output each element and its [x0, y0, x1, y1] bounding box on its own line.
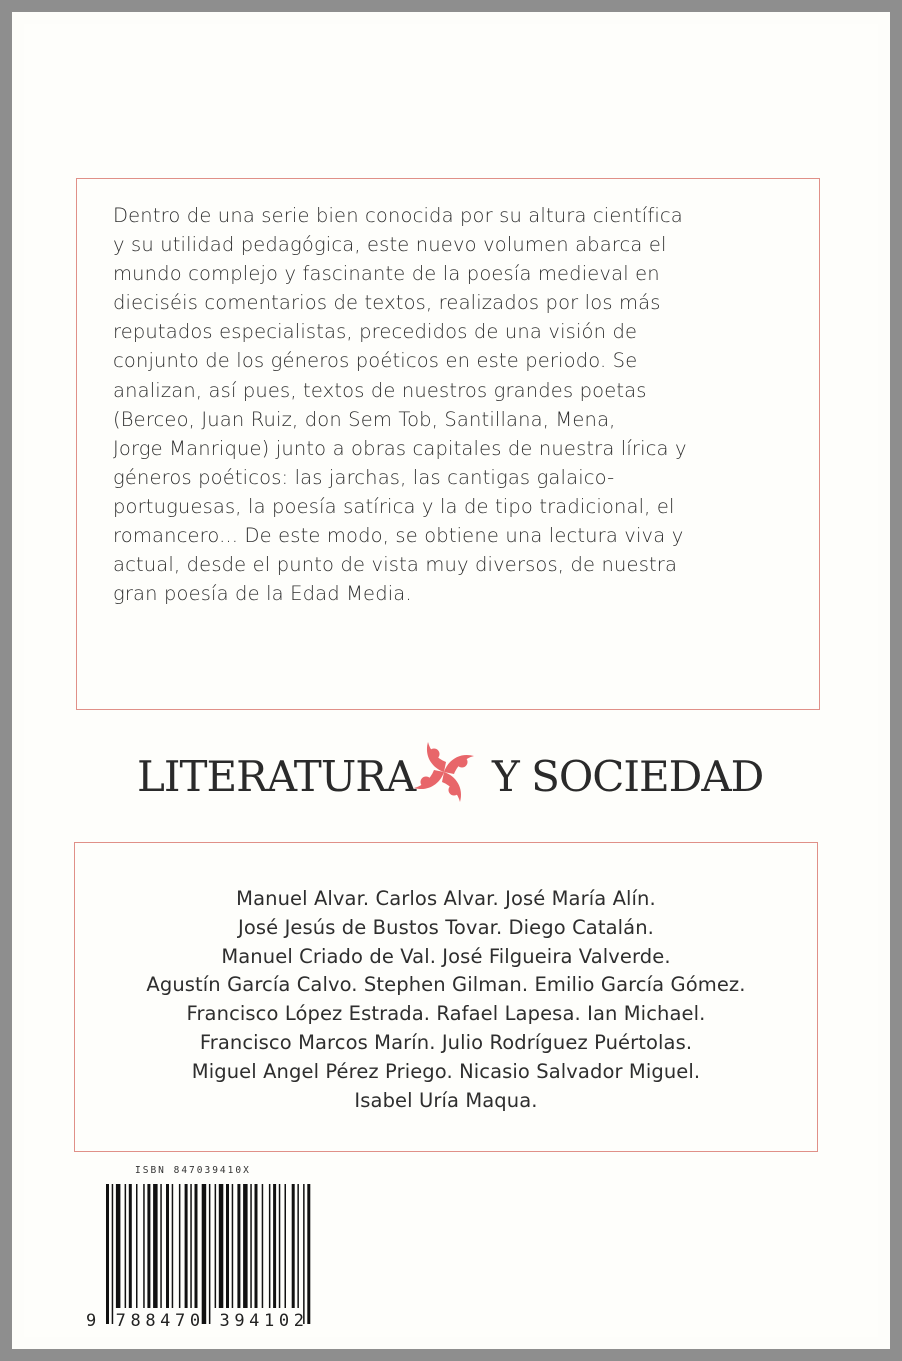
- blurb-line: mundo complejo y fascinante de la poesía medieval en: [113, 262, 660, 286]
- barcode-bar: [147, 1184, 150, 1308]
- author-line: Agustín García Calvo. Stephen Gilman. Emilio García Gómez.: [146, 973, 746, 997]
- barcode-bar: [166, 1184, 169, 1308]
- barcode-bar: [106, 1184, 109, 1324]
- barcode-bar: [307, 1184, 310, 1324]
- barcode-bar: [202, 1184, 207, 1324]
- authors-box: [74, 842, 818, 1152]
- author-line: Francisco Marcos Marín. Julio Rodríguez Puértolas.: [199, 1030, 693, 1054]
- author-line: Miguel Angel Pérez Priego. Nicasio Salvador Miguel.: [191, 1059, 701, 1083]
- barcode-bar: [262, 1184, 264, 1308]
- barcode-bar: [125, 1184, 127, 1308]
- barcode-bar: [269, 1184, 271, 1308]
- author-line: José Jesús de Bustos Tovar. Diego Catalán.: [238, 915, 654, 939]
- barcode-bar: [209, 1184, 211, 1324]
- barcode-bar: [112, 1184, 114, 1324]
- barcode-bar: [226, 1184, 229, 1308]
- logo-dot: [457, 757, 468, 768]
- blurb-line: (Berceo, Juan Ruiz, don Sem Tob, Santillana, Mena,: [113, 407, 616, 431]
- series-title: [0, 732, 902, 832]
- barcode-bar: [179, 1184, 181, 1308]
- author-line: Manuel Criado de Val. José Filgueira Valverde.: [221, 944, 671, 968]
- barcode-bar: [279, 1184, 281, 1308]
- blurb-line: Dentro de una serie bien conocida por su altura científica: [113, 204, 683, 227]
- barcode-bar: [195, 1184, 198, 1308]
- barcode-bar: [250, 1184, 252, 1308]
- barcode-bar: [160, 1184, 162, 1308]
- blurb-line: actual, desde el punto de vista muy diversos, de nuestra: [113, 553, 678, 577]
- logo-dot: [449, 785, 460, 796]
- barcode-bar: [232, 1184, 234, 1308]
- series-word-literatura: LITERATURA: [137, 752, 416, 801]
- blurb-line: Jorge Manrique) junto a obras capitales de nuestra lírica y: [113, 436, 687, 460]
- barcode-bar: [116, 1184, 121, 1308]
- barcode-bar: [237, 1184, 240, 1308]
- blurb-line: reputados especialistas, precedidos de una visión de: [113, 320, 638, 344]
- barcode-bar: [255, 1184, 258, 1308]
- author-line: Francisco López Estrada. Rafael Lapesa. Ian Michael.: [186, 1002, 706, 1026]
- blurb-line: portuguesas, la poesía satírica y la de tipo tradicional, el: [113, 494, 675, 518]
- blurb-line: géneros poéticos: las jarchas, las cantigas galaico-: [113, 465, 615, 489]
- barcode-bar: [215, 1184, 217, 1308]
- logo-dot: [421, 777, 432, 788]
- isbn-label: ISBN 847039410X: [135, 1165, 251, 1176]
- pinwheel-logo-icon: [404, 732, 484, 812]
- author-line: Manuel Alvar. Carlos Alvar. José María Alín.: [236, 887, 656, 910]
- logo-dot: [429, 749, 440, 760]
- author-line: Isabel Uría Maqua.: [354, 1088, 538, 1112]
- blurb-line: conjunto de los géneros poéticos en este periodo. Se: [113, 349, 638, 373]
- blurb-line: romancero... De este modo, se obtiene una lectura viva y: [113, 524, 684, 548]
- barcode-bar: [292, 1184, 295, 1308]
- barcode-bar: [172, 1184, 174, 1308]
- barcode-bar: [243, 1184, 248, 1308]
- barcode-bar: [143, 1184, 145, 1308]
- blurb-text: [113, 201, 789, 608]
- series-word-sociedad: Y SOCIEDAD: [492, 752, 764, 801]
- barcode-bar: [129, 1184, 132, 1308]
- barcode-bar: [219, 1184, 224, 1308]
- blurb-box: [76, 178, 820, 710]
- barcode-bar: [185, 1184, 188, 1308]
- barcode-bar: [297, 1184, 299, 1308]
- blurb-line: gran poesía de la Edad Media.: [113, 582, 412, 606]
- blurb-line: analizan, así pues, textos de nuestros grandes poetas: [113, 378, 647, 402]
- blurb-line: dieciséis comentarios de textos, realizados por los más: [113, 291, 661, 315]
- barcode-bar: [153, 1184, 158, 1308]
- barcode-bar: [190, 1184, 192, 1308]
- barcode-bar: [285, 1184, 287, 1308]
- barcode-digits: 9 788470 394102: [86, 1311, 309, 1331]
- barcode-bar: [136, 1184, 138, 1308]
- barcode-bar: [273, 1184, 276, 1308]
- blurb-line: y su utilidad pedagógica, este nuevo volumen abarca el: [113, 233, 667, 257]
- barcode-bar: [303, 1184, 305, 1324]
